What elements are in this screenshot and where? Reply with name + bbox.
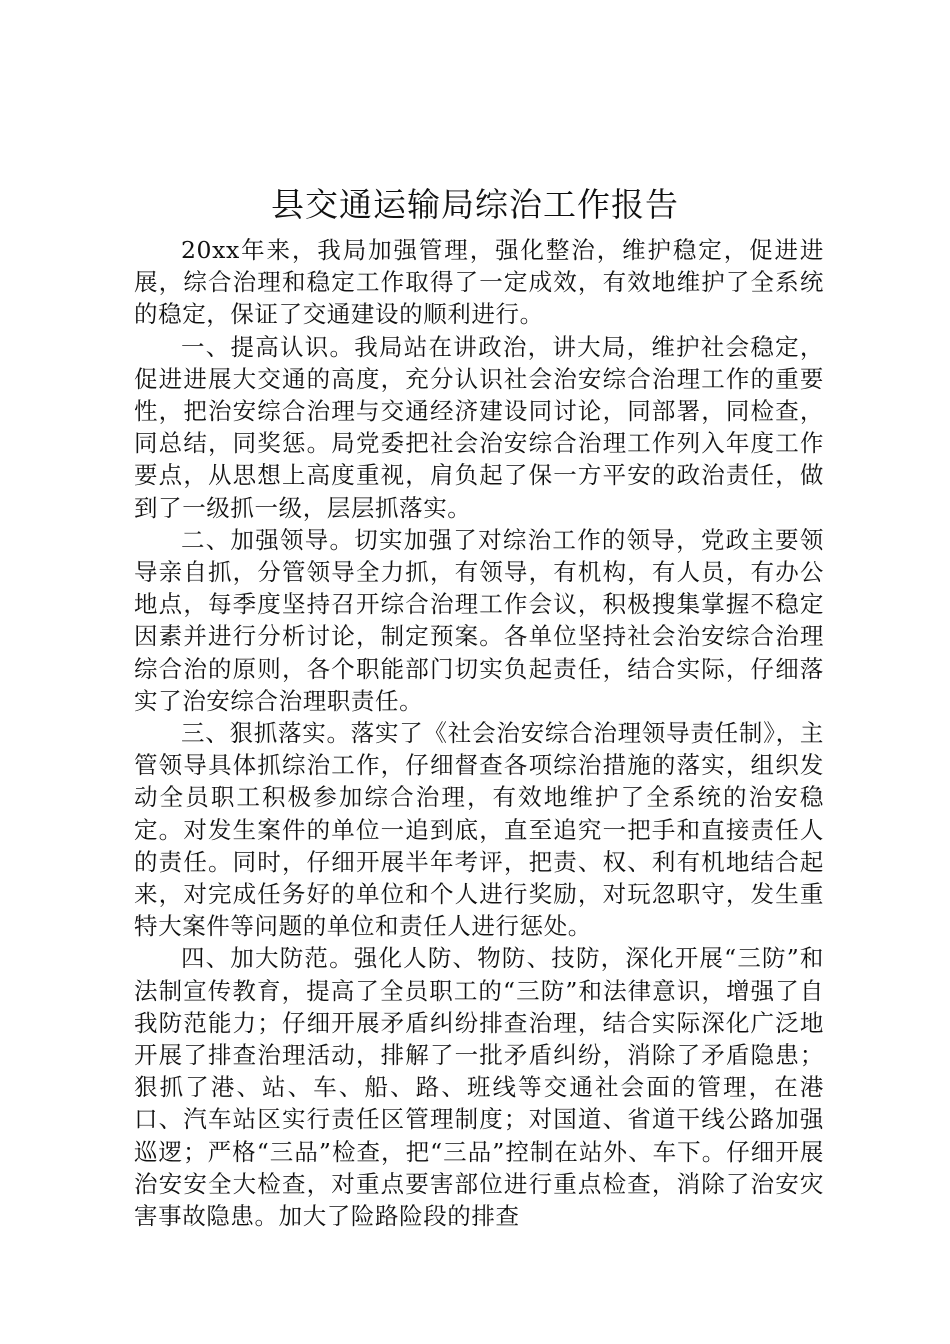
paragraph-section-3: 三、狠抓落实。落实了《社会治安综合治理领导责任制》，主管领导具体抓综治工作，仔细督查各项综治措施的落实，组织发动全员职工积极参加综合治理，有效地维护了全系统的治安稳定。对发生案件的单位一追到底，直至追究一把手和直接责任人的责任。同时，仔细开展半年考评，把责、权、利有机地结合起来，对完成任务好的单位和个人进行奖励，对玩忽职守，发生重特大案件等问题的单位和责任人进行惩处。 — [134, 719, 824, 941]
paragraph-section-2: 二、加强领导。切实加强了对综治工作的领导，党政主要领导亲自抓，分管领导全力抓，有领导，有机构，有人员，有办公地点，每季度坚持召开综合治理工作会议，积极搜集掌握不稳定因素并进行分析讨论，制定预案。各单位坚持社会治安综合治理综合治的原则，各个职能部门切实负起责任，结合实际，仔细落实了治安综合治理职责任。 — [134, 525, 824, 715]
document-title: 县交通运输局综治工作报告 — [271, 185, 679, 224]
paragraph-section-4: 四、加大防范。强化人防、物防、技防，深化开展“三防”和法制宣传教育，提高了全员职工的“三防”和法律意识，增强了自我防范能力；仔细开展矛盾纠纷排查治理，结合实际深化广泛地开展了排查治理活动，排解了一批矛盾纠纷，消除了矛盾隐患；狠抓了港、站、车、船、路、班线等交通社会面的管理，在港口、汽车站区实行责任区管理制度；对国道、省道干线公路加强巡逻；严格“三品”检查，把“三品”控制在站外、车下。仔细开展治安安全大检查，对重点要害部位进行重点检查，消除了治安灾害事故隐患。加大了险路险段的排查 — [134, 944, 824, 1231]
document-body — [134, 234, 824, 1232]
paragraph-intro: 20xx年来，我局加强管理，强化整治，维护稳定，促进进展，综合治理和稳定工作取得了一定成效，有效地维护了全系统的稳定，保证了交通建设的顺利进行。 — [134, 236, 824, 329]
paragraph-section-1: 一、提高认识。我局站在讲政治，讲大局，维护社会稳定，促进进展大交通的高度，充分认识社会治安综合治理工作的重要性，把治安综合治理与交通经济建设同讨论，同部署，同检查，同总结，同奖惩。局党委把社会治安综合治理工作列入年度工作要点，从思想上高度重视，肩负起了保一方平安的政治责任，做到了一级抓一级，层层抓落实。 — [134, 332, 824, 522]
